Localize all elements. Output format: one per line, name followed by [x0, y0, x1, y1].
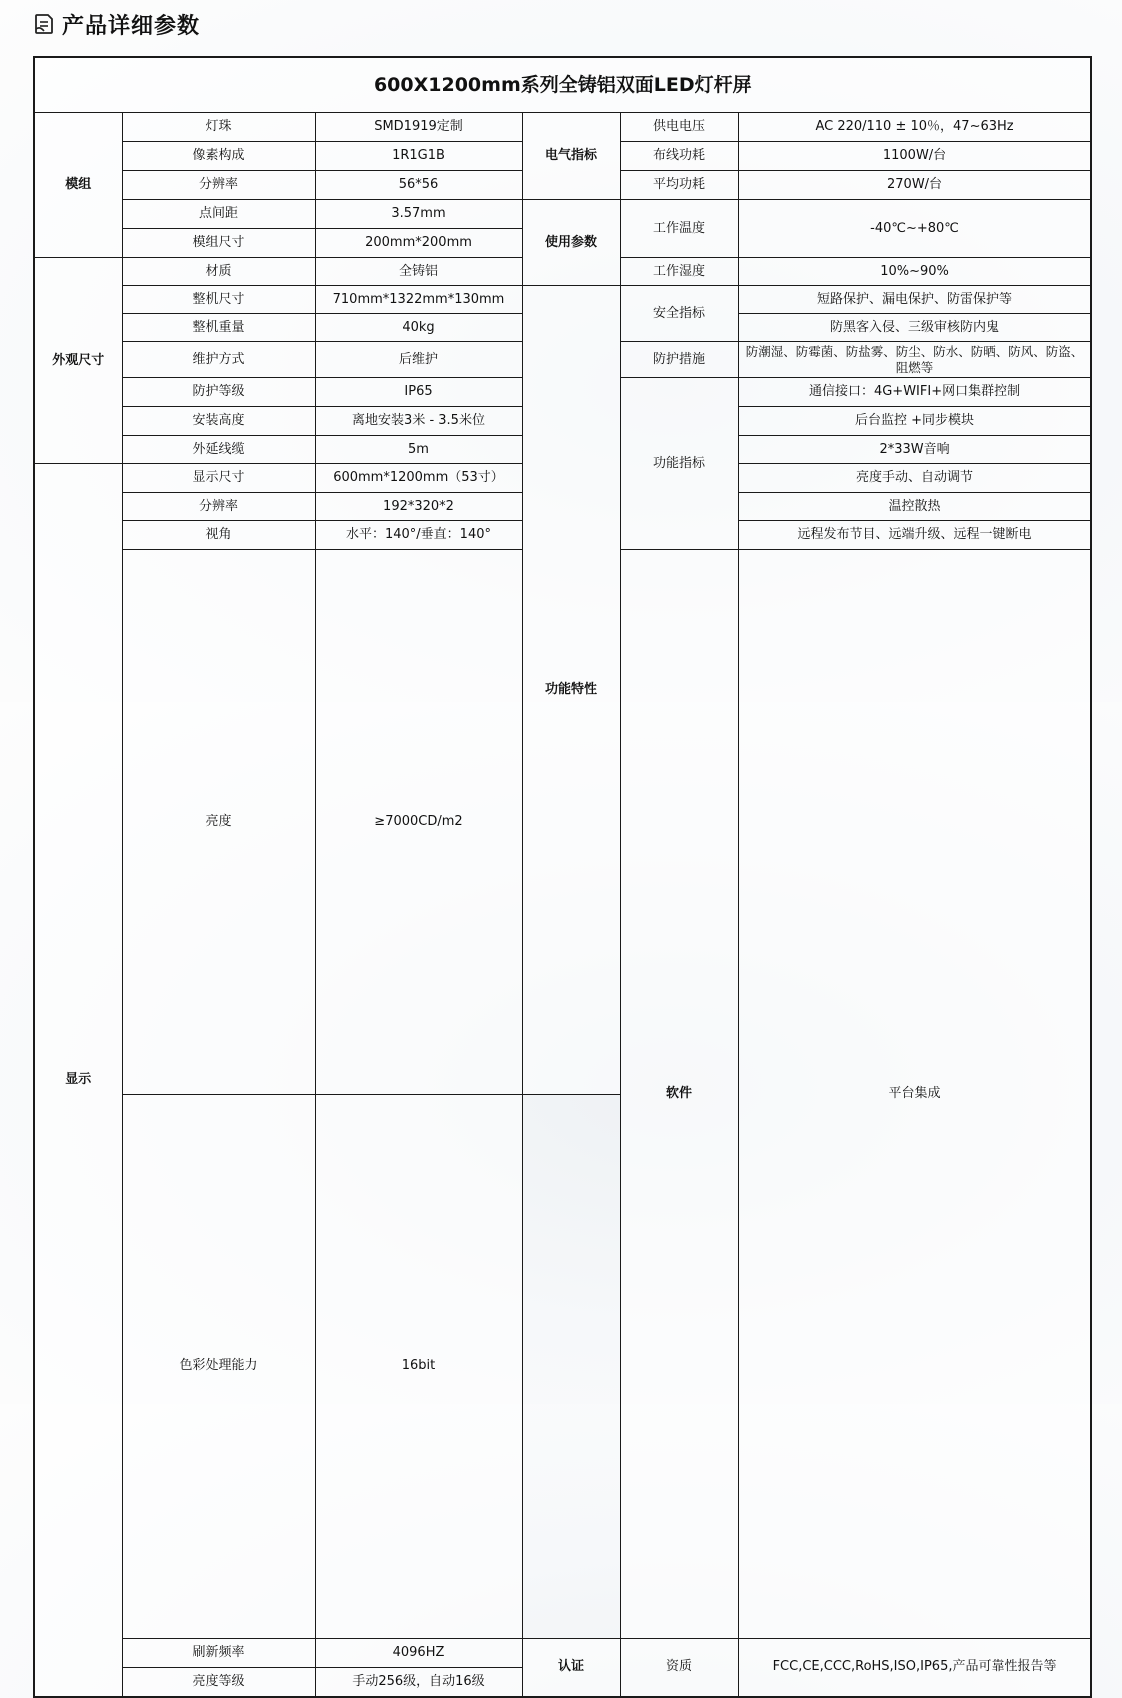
- row-label: 外延线缆: [122, 436, 315, 464]
- row-label: 模组尺寸: [122, 229, 315, 258]
- row-value: -40℃~+80℃: [738, 200, 1091, 258]
- row-value: 短路保护、漏电保护、防雷保护等: [738, 286, 1091, 314]
- row-label: 防护等级: [122, 378, 315, 407]
- row-value: IP65: [315, 378, 522, 407]
- row-value: 5m: [315, 436, 522, 464]
- group-certification: 认证: [522, 1639, 620, 1697]
- row-label: 平台集成: [738, 550, 1091, 1639]
- row-value: 1R1G1B: [315, 142, 522, 171]
- row-label: 供电电压: [620, 113, 738, 142]
- row-label: 亮度等级: [122, 1668, 315, 1697]
- document-icon: [34, 13, 54, 35]
- group-electrical: 电气指标: [522, 113, 620, 200]
- row-label: 分辨率: [122, 171, 315, 200]
- group-appearance: 外观尺寸: [34, 258, 122, 464]
- row-value: 270W/台: [738, 171, 1091, 200]
- row-value: 200mm*200mm: [315, 229, 522, 258]
- table-title: 600X1200mm系列全铸铝双面LED灯杆屏: [34, 57, 1091, 113]
- row-value: 56*56: [315, 171, 522, 200]
- row-value: 10%~90%: [738, 258, 1091, 286]
- row-value: 2*33W音响: [738, 436, 1091, 464]
- row-label: 亮度: [122, 550, 315, 1095]
- row-label: 工作温度: [620, 200, 738, 258]
- spec-table: [33, 56, 1092, 1698]
- row-value: SMD1919定制: [315, 113, 522, 142]
- row-label: 布线功耗: [620, 142, 738, 171]
- row-value: 192*320*2: [315, 493, 522, 521]
- row-value: 防潮湿、防霉菌、防盐雾、防尘、防水、防晒、防风、防盗、阻燃等: [738, 342, 1091, 378]
- row-label: 维护方式: [122, 342, 315, 378]
- row-label: 视角: [122, 521, 315, 550]
- row-value: 1100W/台: [738, 142, 1091, 171]
- row-label: 整机重量: [122, 314, 315, 342]
- row-label: 分辨率: [122, 493, 315, 521]
- row-value: 远程发布节目、远端升级、远程一键断电: [738, 521, 1091, 550]
- row-value: 离地安装3米 - 3.5米位: [315, 407, 522, 436]
- row-value: 亮度手动、自动调节: [738, 464, 1091, 493]
- row-value: 16bit: [315, 1094, 522, 1639]
- row-value: 后维护: [315, 342, 522, 378]
- group-function: 功能特性: [522, 286, 620, 1095]
- row-label: 平均功耗: [620, 171, 738, 200]
- row-value: 600mm*1200mm（53寸）: [315, 464, 522, 493]
- page-title: 产品详细参数: [62, 13, 201, 39]
- row-value: 全铸铝: [315, 258, 522, 286]
- row-label: 像素构成: [122, 142, 315, 171]
- group-module: 模组: [34, 113, 122, 258]
- row-value: 通信接口：4G+WIFI+网口集群控制: [738, 378, 1091, 407]
- section-header: [34, 8, 200, 40]
- row-label: 材质: [122, 258, 315, 286]
- row-label: 安全指标: [620, 286, 738, 342]
- row-value: FCC,CE,CCC,RoHS,ISO,IP65,产品可靠性报告等: [738, 1639, 1091, 1697]
- row-label: 防护措施: [620, 342, 738, 378]
- row-value: ≥7000CD/m2: [315, 550, 522, 1095]
- row-label: 功能指标: [620, 378, 738, 550]
- row-label: 整机尺寸: [122, 286, 315, 314]
- row-label: 点间距: [122, 200, 315, 229]
- row-value: 4096HZ: [315, 1639, 522, 1668]
- group-usage: 使用参数: [522, 200, 620, 286]
- row-label: 显示尺寸: [122, 464, 315, 493]
- row-value: 手动256级，自动16级: [315, 1668, 522, 1697]
- row-label: 安装高度: [122, 407, 315, 436]
- row-label: 资质: [620, 1639, 738, 1697]
- row-value: 3.57mm: [315, 200, 522, 229]
- row-label: 刷新频率: [122, 1639, 315, 1668]
- row-value: 后台监控 +同步模块: [738, 407, 1091, 436]
- row-label: 灯珠: [122, 113, 315, 142]
- row-value: AC 220/110 ± 10％，47~63Hz: [738, 113, 1091, 142]
- row-value: 温控散热: [738, 493, 1091, 521]
- row-label: 工作湿度: [620, 258, 738, 286]
- row-value: 710mm*1322mm*130mm: [315, 286, 522, 314]
- row-value: 防黑客入侵、三级审核防内鬼: [738, 314, 1091, 342]
- group-software: 软件: [620, 550, 738, 1639]
- row-label: 色彩处理能力: [122, 1094, 315, 1639]
- row-value: 40kg: [315, 314, 522, 342]
- row-value: 水平：140°/垂直：140°: [315, 521, 522, 550]
- group-display: 显示: [34, 464, 122, 1697]
